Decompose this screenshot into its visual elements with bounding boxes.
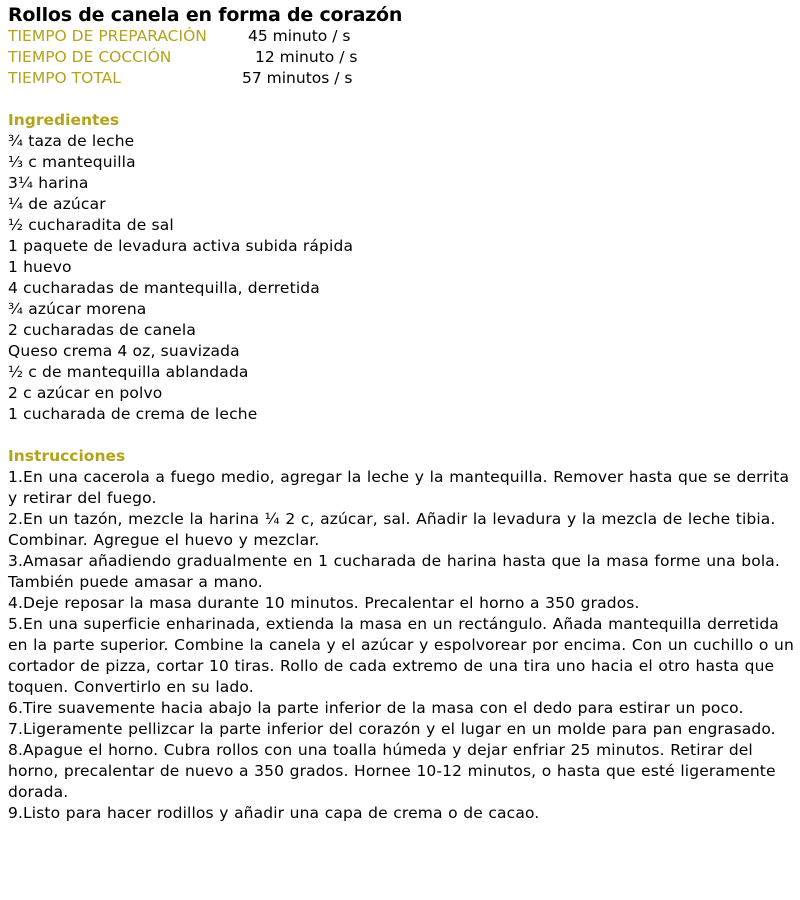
cook-time-label: TIEMPO DE COCCIÓN <box>8 48 172 66</box>
instruction-step: 1.En una cacerola a fuego medio, agregar la leche y la mantequilla. Remover hasta que se derrita y retirar del fuego. <box>8 468 790 507</box>
ingredient-item: 3¼ harina <box>8 174 89 192</box>
spacer <box>8 89 794 110</box>
instruction-step: 9.Listo para hacer rodillos y añadir una capa de crema o de cacao. <box>8 804 540 822</box>
ingredient-item: 4 cucharadas de mantequilla, derretida <box>8 279 320 297</box>
instruction-step: 6.Tire suavemente hacia abajo la parte inferior de la masa con el dedo para estirar un poco. <box>8 699 744 717</box>
instruction-step: 2.En un tazón, mezcle la harina ¼ 2 c, azúcar, sal. Añadir la levadura y la mezcla de leche tibia. Combinar. Agregue el huevo y mezclar. <box>8 510 776 549</box>
ingredients-list <box>8 131 794 425</box>
instruction-step: 4.Deje reposar la masa durante 10 minutos. Precalentar el horno a 350 grados. <box>8 594 640 612</box>
ingredient-item: 1 cucharada de crema de leche <box>8 405 258 423</box>
instruction-step: 8.Apague el horno. Cubra rollos con una toalla húmeda y dejar enfriar 25 minutos. Retirar del horno, precalentar de nuevo a 350 grados. Hornee 10-12 minutos, o hasta que esté ligeramente dorada. <box>8 741 776 801</box>
total-time-value: 57 minutos / s <box>242 69 353 87</box>
ingredient-item: ½ c de mantequilla ablandada <box>8 363 249 381</box>
prep-time-value: 45 minuto / s <box>248 27 351 45</box>
total-time-row <box>8 68 794 89</box>
instructions-list <box>8 467 794 824</box>
ingredient-item: Queso crema 4 oz, suavizada <box>8 342 240 360</box>
instruction-step: 3.Amasar añadiendo gradualmente en 1 cucharada de harina hasta que la masa forme una bola. También puede amasar a mano. <box>8 552 780 591</box>
total-time-label: TIEMPO TOTAL <box>8 69 121 87</box>
ingredient-item: ¾ azúcar morena <box>8 300 147 318</box>
recipe-times <box>8 26 794 89</box>
ingredient-item: ¼ de azúcar <box>8 195 106 213</box>
ingredient-item: 1 huevo <box>8 258 72 276</box>
instruction-step: 7.Ligeramente pellizcar la parte inferior del corazón y el lugar en un molde para pan engrasado. <box>8 720 776 738</box>
spacer <box>8 425 794 446</box>
instruction-step: 5.En una superficie enharinada, extienda la masa en un rectángulo. Añada mantequilla derretida en la parte superior. Combine la canela y el azúcar y espolvorear por encima. Con un cuchillo o un cortador de pizza, cortar 10 tiras. Rollo de cada extremo de una tira uno hacia el otro hasta que toquen. Convertirlo en su lado. <box>8 615 794 696</box>
ingredient-item: ½ cucharadita de sal <box>8 216 174 234</box>
recipe-page <box>8 4 794 824</box>
instructions-heading: Instrucciones <box>8 447 126 465</box>
cook-time-row <box>8 47 794 68</box>
cook-time-value: 12 minuto / s <box>255 48 358 66</box>
ingredient-item: 2 cucharadas de canela <box>8 321 196 339</box>
ingredients-heading: Ingredientes <box>8 111 120 129</box>
prep-time-row <box>8 26 794 47</box>
ingredient-item: 2 c azúcar en polvo <box>8 384 163 402</box>
prep-time-label: TIEMPO DE PREPARACIÓN <box>8 27 207 45</box>
ingredient-item: ¾ taza de leche <box>8 132 135 150</box>
ingredient-item: ⅓ c mantequilla <box>8 153 136 171</box>
ingredient-item: 1 paquete de levadura activa subida rápida <box>8 237 354 255</box>
recipe-title: Rollos de canela en forma de corazón <box>8 4 403 26</box>
